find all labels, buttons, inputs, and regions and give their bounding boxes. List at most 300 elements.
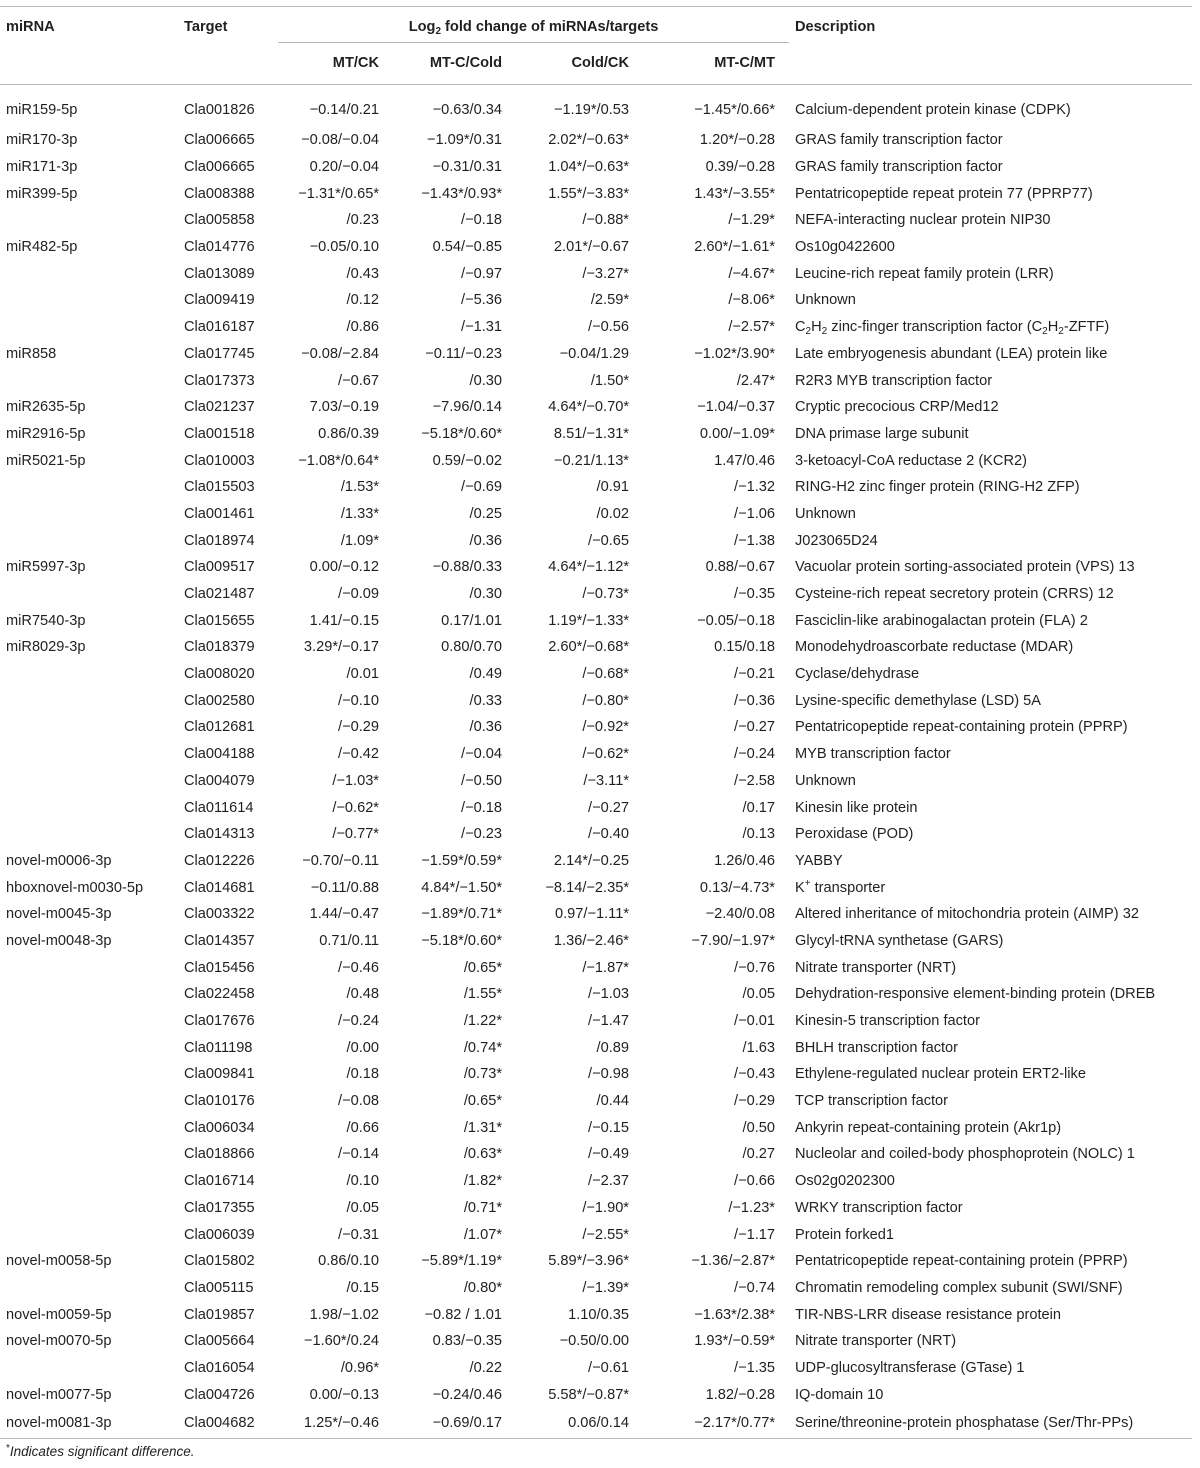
table-row (0, 1061, 1192, 1088)
cell-cold-ck: /−2.55* (582, 1226, 629, 1243)
cell-mtc-cold: /−0.18 (461, 212, 502, 229)
table-row (0, 85, 1192, 128)
cell-mirna (0, 768, 178, 795)
cell-target: Cla014313 (184, 826, 255, 843)
table-row (0, 794, 1192, 821)
cell-target: Cla011614 (184, 799, 254, 816)
cell-mt-ck: 0.20/−0.04 (309, 159, 379, 176)
table-row (0, 1008, 1192, 1035)
cell-cold-ck: /−0.65 (588, 532, 629, 549)
cell-mt-ck: −0.70/−0.11 (302, 852, 379, 869)
cell-mirna (0, 1034, 178, 1061)
cell-mirna (0, 1061, 178, 1088)
cell-mirna: miR858 (6, 345, 57, 362)
cell-mirna (0, 367, 178, 394)
cell-mt-ck: /0.23 (346, 212, 379, 229)
cell-cold-ck: 4.64*/−0.70* (548, 399, 629, 416)
table-header (0, 7, 1192, 85)
cell-description: $C_2H_2$ zinc-finger transcription factor $(C_2H_2-ZFTF)$ (795, 319, 1110, 338)
cell-description: Nucleolar and coiled-body phosphoprotein (NOLC) 1 (795, 1146, 1135, 1163)
cell-cold-ck: /−2.37 (588, 1173, 629, 1190)
cell-mt-ck: /0.66 (346, 1119, 379, 1136)
cell-description: Ankyrin repeat-containing protein (Akr1p) (795, 1119, 1062, 1136)
cell-mt-ck: /−0.77* (332, 826, 379, 843)
cell-mirna (0, 714, 178, 741)
cell-mirna (0, 474, 178, 501)
cell-mtc-mt: /−1.38 (734, 532, 775, 549)
cell-description: Pentatricopeptide repeat protein 77 (PPRP77) (795, 185, 1093, 202)
cell-mirna: miR170-3p (6, 132, 78, 149)
header-mirna: miRNA (6, 19, 55, 35)
cell-cold-ck: 0.97/−1.11* (555, 906, 629, 923)
cell-mt-ck: /0.01 (346, 666, 379, 683)
cell-mt-ck: /−0.42 (338, 746, 379, 763)
cell-description: Altered inheritance of mitochondria protein (AIMP) 32 (795, 906, 1139, 923)
table-row (0, 661, 1192, 688)
table-row (0, 474, 1192, 501)
cell-description: YABBY (795, 852, 843, 869)
cell-mtc-mt: /−2.57* (728, 319, 775, 336)
cell-cold-ck: /0.89 (596, 1039, 629, 1056)
cell-description: Kinesin like protein (795, 799, 918, 816)
cell-mtc-mt: /−0.01 (734, 1013, 775, 1030)
cell-cold-ck: −1.19*/0.53 (553, 102, 629, 118)
header-blank-target (178, 43, 278, 85)
cell-mtc-mt: /−1.35 (734, 1359, 775, 1376)
cell-mt-ck: −1.60*/0.24 (303, 1333, 379, 1350)
table-row (0, 180, 1192, 207)
cell-description: UDP-glucosyltransferase (GTase) 1 (795, 1359, 1025, 1376)
cell-mtc-cold: /1.82* (463, 1173, 502, 1190)
cell-mtc-cold: /0.65* (463, 959, 502, 976)
cell-cold-ck: 1.36/−2.46* (553, 932, 629, 949)
cell-mtc-mt: /−0.21 (734, 666, 775, 683)
cell-mtc-mt: /−8.06* (728, 292, 775, 309)
header-blank-mirna (0, 43, 178, 85)
cell-mtc-mt: 2.60*/−1.61* (694, 239, 775, 256)
cell-mt-ck: 1.98/−1.02 (309, 1306, 379, 1323)
cell-mtc-mt: 0.39/−0.28 (705, 159, 775, 176)
cell-mirna: novel-m0045-3p (6, 906, 112, 923)
cell-description: Pentatricopeptide repeat-containing protein (PPRP) (795, 719, 1128, 736)
cell-description: Nitrate transporter (NRT) (795, 959, 957, 976)
cell-cold-ck: /−0.56 (588, 319, 629, 336)
cell-mtc-mt: /−0.35 (734, 586, 775, 603)
cell-cold-ck: /−0.73* (582, 586, 629, 603)
table-row (0, 1275, 1192, 1302)
cell-mtc-cold: 0.17/1.01 (441, 612, 502, 629)
cell-mtc-cold: /0.33 (469, 692, 502, 709)
cell-mtc-cold: /1.31* (463, 1119, 502, 1136)
cell-cold-ck: −0.04/1.29 (559, 345, 629, 362)
table-row (0, 447, 1192, 474)
cell-mtc-cold: /1.55* (463, 986, 502, 1003)
fold-change-table (0, 6, 1192, 1439)
cell-description: R2R3 MYB transcription factor (795, 372, 993, 389)
cell-description: Pentatricopeptide repeat-containing protein (PPRP) (795, 1253, 1128, 1270)
cell-cold-ck: /0.02 (596, 505, 629, 522)
cell-description: BHLH transcription factor (795, 1039, 959, 1056)
table-row (0, 1195, 1192, 1222)
cell-description: Serine/threonine-protein phosphatase (Ser/Thr-PPs) (789, 1408, 1192, 1439)
table-row (0, 901, 1192, 928)
cell-cold-ck: /−0.61 (588, 1359, 629, 1376)
cell-mirna: novel-m0077-5p (6, 1386, 112, 1403)
cell-mirna (0, 1141, 178, 1168)
table-row (0, 314, 1192, 341)
cell-description: Chromatin remodeling complex subunit (SWI/SNF) (795, 1279, 1123, 1296)
cell-mtc-mt: /−1.29* (728, 212, 775, 229)
cell-description: Cryptic precocious CRP/Med12 (795, 399, 999, 416)
cell-mtc-cold: /−1.31 (461, 319, 502, 336)
table-row (0, 1355, 1192, 1382)
cell-mtc-cold: /0.71* (463, 1199, 502, 1216)
cell-mtc-mt: /−0.24 (734, 746, 775, 763)
cell-mirna: novel-m0058-5p (6, 1253, 112, 1270)
cell-description: NEFA-interacting nuclear protein NIP30 (795, 212, 1051, 229)
cell-target: Cla013089 (184, 265, 255, 282)
cell-mirna (0, 687, 178, 714)
cell-cold-ck: −0.21/1.13* (553, 452, 629, 469)
cell-mtc-mt: /0.27 (742, 1146, 775, 1163)
cell-cold-ck: −8.14/−2.35* (545, 879, 629, 896)
cell-mirna (0, 741, 178, 768)
cell-target: Cla019857 (184, 1306, 255, 1323)
cell-mirna: novel-m0059-5p (6, 1306, 112, 1323)
cell-target: Cla017676 (184, 1013, 255, 1030)
cell-cold-ck: 1.19*/−1.33* (548, 612, 629, 629)
cell-mirna (0, 1114, 178, 1141)
cell-target: Cla017745 (184, 345, 255, 362)
cell-mirna (0, 1221, 178, 1248)
cell-target: Cla016054 (184, 1359, 255, 1376)
header-mtc-cold: MT-C/Cold (393, 43, 516, 85)
cell-mirna: miR2635-5p (6, 399, 86, 416)
cell-mirna: miR5021-5p (6, 452, 86, 469)
cell-target: Cla021487 (184, 586, 255, 603)
cell-cold-ck: /−0.62* (582, 746, 629, 763)
cell-target: Cla001461 (184, 505, 255, 522)
cell-mirna (0, 1355, 178, 1382)
cell-cold-ck: /0.44 (596, 1093, 629, 1110)
cell-mt-ck: −0.05/0.10 (309, 239, 379, 256)
cell-mtc-cold: −0.82 / 1.01 (424, 1306, 502, 1323)
cell-mt-ck: /−0.46 (338, 959, 379, 976)
cell-mtc-mt: /−0.76 (734, 959, 775, 976)
cell-target: Cla006665 (184, 132, 255, 149)
cell-mtc-cold: −0.88/0.33 (432, 559, 502, 576)
footnote-text: Indicates significant difference. (9, 1444, 195, 1459)
table-row (0, 741, 1192, 768)
cell-mirna (0, 314, 178, 341)
cell-mtc-cold: /1.22* (463, 1013, 502, 1030)
cell-mtc-cold: /−0.50 (461, 772, 502, 789)
cell-cold-ck: 5.89*/−3.96* (548, 1253, 629, 1270)
cell-mirna (0, 287, 178, 314)
cell-mirna (0, 1008, 178, 1035)
cell-mt-ck: /−0.31 (338, 1226, 379, 1243)
table-row (0, 874, 1192, 901)
cell-mirna: miR8029-3p (6, 639, 86, 656)
cell-cold-ck: /−3.27* (582, 265, 629, 282)
cell-mt-ck: /−0.14 (338, 1146, 379, 1163)
header-log2-fold-change (278, 7, 789, 43)
header-group-sub: 2 (435, 26, 441, 37)
cell-description: RING-H2 zinc finger protein (RING-H2 ZFP) (795, 479, 1080, 496)
table-row (0, 1141, 1192, 1168)
cell-mirna: novel-m0081-3p (0, 1408, 178, 1439)
cell-cold-ck: 4.64*/−1.12* (548, 559, 629, 576)
cell-mt-ck: /1.33* (340, 505, 379, 522)
cell-description: J023065D24 (795, 532, 878, 549)
table-row (0, 367, 1192, 394)
table-row (0, 1381, 1192, 1408)
table-row (0, 1221, 1192, 1248)
cell-mtc-cold: −1.89*/0.71* (421, 906, 502, 923)
cell-target: Cla016714 (184, 1173, 255, 1190)
cell-description: GRAS family transcription factor (795, 132, 1003, 149)
table-row (0, 127, 1192, 154)
cell-mirna (0, 581, 178, 608)
footnote (6, 1443, 195, 1459)
header-mtc-mt: MT-C/MT (643, 43, 789, 85)
cell-target: Cla009517 (184, 559, 255, 576)
cell-description: Nitrate transporter (NRT) (795, 1333, 957, 1350)
cell-mt-ck: /1.53* (340, 479, 379, 496)
table-row (0, 154, 1192, 181)
cell-target: Cla009419 (184, 292, 255, 309)
table-row (0, 821, 1192, 848)
cell-mirna: miR7540-3p (6, 612, 86, 629)
cell-target: Cla008388 (184, 185, 255, 202)
cell-mtc-mt: 1.82/−0.28 (705, 1386, 775, 1403)
cell-cold-ck: /−0.98 (588, 1066, 629, 1083)
cell-mtc-mt: /2.47* (736, 372, 775, 389)
table-row (0, 634, 1192, 661)
cell-description: Unknown (795, 292, 856, 309)
cell-cold-ck: /0.91 (596, 479, 629, 496)
cell-mtc-cold: /0.74* (463, 1039, 502, 1056)
table-row (0, 768, 1192, 795)
cell-target: Cla003322 (184, 906, 255, 923)
table-row (0, 954, 1192, 981)
cell-mirna: novel-m0048-3p (6, 932, 112, 949)
cell-description: TCP transcription factor (795, 1093, 949, 1110)
cell-target: Cla018866 (184, 1146, 255, 1163)
table-row (0, 207, 1192, 234)
table-row (0, 581, 1192, 608)
cell-target: Cla006039 (184, 1226, 255, 1243)
cell-mtc-cold: −5.18*/0.60* (421, 425, 502, 442)
cell-mt-ck: /0.96* (340, 1359, 379, 1376)
cell-mtc-cold: /0.30 (469, 372, 502, 389)
cell-mtc-mt: −2.40/0.08 (705, 906, 775, 923)
cell-mt-ck: /0.48 (346, 986, 379, 1003)
cell-mirna (0, 260, 178, 287)
cell-target: Cla022458 (184, 986, 255, 1003)
cell-mtc-cold: /−0.97 (461, 265, 502, 282)
cell-cold-ck: /−0.40 (588, 826, 629, 843)
cell-cold-ck: /−0.92* (582, 719, 629, 736)
cell-cold-ck: 5.58*/−0.87* (548, 1386, 629, 1403)
cell-mtc-cold: /0.25 (469, 505, 502, 522)
cell-mtc-mt: /−1.06 (734, 505, 775, 522)
cell-mtc-mt: 1.47/0.46 (714, 452, 775, 469)
cell-description: MYB transcription factor (795, 746, 951, 763)
cell-target: Cla011198 (184, 1039, 253, 1056)
cell-target: Cla015456 (184, 959, 255, 976)
cell-description: Fasciclin-like arabinogalactan protein (FLA) 2 (795, 612, 1088, 629)
cell-mtc-cold: /0.30 (469, 586, 502, 603)
cell-mt-ck: /−0.24 (338, 1013, 379, 1030)
table-row (0, 928, 1192, 955)
cell-cold-ck: /−0.80* (582, 692, 629, 709)
table-row (0, 1114, 1192, 1141)
cell-mtc-cold: /0.63* (463, 1146, 502, 1163)
cell-mt-ck: 1.41/−0.15 (309, 612, 379, 629)
cell-mt-ck: 0.00/−0.13 (309, 1386, 379, 1403)
cell-target: Cla016187 (184, 319, 255, 336)
cell-mt-ck: 3.29*/−0.17 (303, 639, 379, 656)
cell-target: Cla004079 (184, 772, 255, 789)
table-row (0, 527, 1192, 554)
cell-mtc-mt: −1.04/−0.37 (697, 399, 775, 416)
cell-mtc-cold: /0.80* (463, 1279, 502, 1296)
cell-mtc-cold: −0.31/0.31 (432, 159, 502, 176)
cell-target: Cla005858 (184, 212, 255, 229)
cell-target: Cla012226 (184, 852, 255, 869)
cell-cold-ck: 2.60*/−0.68* (548, 639, 629, 656)
cell-cold-ck: 1.55*/−3.83* (548, 185, 629, 202)
cell-mtc-cold: 0.54/−0.85 (432, 239, 502, 256)
header-blank-description (789, 43, 1192, 85)
cell-mirna (0, 981, 178, 1008)
cell-mt-ck: /0.18 (346, 1066, 379, 1083)
cell-description: Cyclase/dehydrase (795, 666, 920, 683)
cell-cold-ck: /−1.03 (588, 986, 629, 1003)
table-row (0, 501, 1192, 528)
cell-mt-ck: 0.00/−0.12 (309, 559, 379, 576)
cell-description: GRAS family transcription factor (795, 159, 1003, 176)
table-row (0, 341, 1192, 368)
cell-cold-ck: 0.06/0.14 (516, 1408, 643, 1439)
cell-mirna (0, 1275, 178, 1302)
cell-mirna (0, 501, 178, 528)
cell-mt-ck: /0.15 (346, 1279, 379, 1296)
cell-description: Leucine-rich repeat family protein (LRR) (795, 265, 1054, 282)
cell-mt-ck: /1.09* (340, 532, 379, 549)
cell-target: Cla014681 (184, 879, 255, 896)
cell-cold-ck: /−1.47 (588, 1013, 629, 1030)
cell-mtc-mt: −1.36/−2.87* (691, 1253, 775, 1270)
cell-mtc-mt: /−0.66 (734, 1173, 775, 1190)
table-row (0, 287, 1192, 314)
cell-mtc-mt: /−1.17 (734, 1226, 775, 1243)
cell-mtc-mt: /0.17 (742, 799, 775, 816)
cell-mtc-mt: /−0.36 (734, 692, 775, 709)
table-row (0, 848, 1192, 875)
cell-cold-ck: /−0.27 (588, 799, 629, 816)
cell-mtc-cold: /0.36 (469, 719, 502, 736)
cell-mirna: miR171-3p (6, 159, 78, 176)
cell-mtc-mt: −0.05/−0.18 (697, 612, 775, 629)
cell-mirna: novel-m0006-3p (6, 852, 112, 869)
cell-mtc-mt: /−0.29 (734, 1093, 775, 1110)
table-row (0, 1248, 1192, 1275)
cell-mtc-mt: 0.00/−1.09* (699, 425, 775, 442)
cell-target: Cla018379 (184, 639, 255, 656)
cell-target: Cla001518 (184, 425, 255, 442)
table-row (0, 1168, 1192, 1195)
header-mt-ck: MT/CK (278, 43, 393, 85)
cell-mt-ck: /0.12 (346, 292, 379, 309)
cell-description: Vacuolar protein sorting-associated protein (VPS) 13 (795, 559, 1135, 576)
cell-mtc-cold: −0.63/0.34 (432, 102, 502, 118)
cell-target: Cla015655 (184, 612, 255, 629)
cell-mirna (0, 527, 178, 554)
cell-mirna (0, 954, 178, 981)
cell-target: Cla014776 (184, 239, 255, 256)
cell-mt-ck: −0.14/0.21 (309, 102, 379, 118)
cell-mt-ck: /0.00 (346, 1039, 379, 1056)
cell-mtc-cold: /−0.23 (461, 826, 502, 843)
cell-mtc-mt: −1.02*/3.90* (694, 345, 775, 362)
cell-target: Cla005115 (184, 1279, 254, 1296)
cell-mt-ck: /0.10 (346, 1173, 379, 1190)
cell-mtc-cold: /−5.36 (461, 292, 502, 309)
cell-mirna: miR399-5p (6, 185, 78, 202)
cell-mtc-mt: /0.13 (742, 826, 775, 843)
table-row (0, 260, 1192, 287)
cell-description: K+ transporter (795, 877, 886, 896)
cell-mt-ck: /−0.67 (338, 372, 379, 389)
cell-description: Calcium-dependent protein kinase (CDPK) (795, 102, 1071, 118)
cell-mt-ck: /−0.29 (338, 719, 379, 736)
table-row (0, 607, 1192, 634)
cell-mtc-mt: 0.15/0.18 (714, 639, 775, 656)
cell-cold-ck: /1.50* (590, 372, 629, 389)
cell-target: Cla015503 (184, 479, 255, 496)
table-row (0, 1328, 1192, 1355)
cell-mtc-cold: /−0.04 (461, 746, 502, 763)
cell-mtc-mt: /−0.43 (734, 1066, 775, 1083)
cell-mt-ck: 0.71/0.11 (319, 932, 379, 949)
cell-mtc-cold: /−0.69 (461, 479, 502, 496)
cell-mtc-mt: /1.63 (742, 1039, 775, 1056)
cell-cold-ck: 1.04*/−0.63* (548, 159, 629, 176)
cell-mirna (0, 1088, 178, 1115)
cell-target: Cla009841 (184, 1066, 255, 1083)
table-row (0, 1408, 1192, 1439)
cell-mt-ck: −0.08/−2.84 (301, 345, 379, 362)
cell-mtc-cold: −0.24/0.46 (432, 1386, 502, 1403)
cell-mt-ck: /−1.03* (332, 772, 379, 789)
cell-mtc-cold: 4.84*/−1.50* (421, 879, 502, 896)
cell-mt-ck: −0.08/−0.04 (301, 132, 379, 149)
cell-description: Ethylene-regulated nuclear protein ERT2-like (795, 1066, 1086, 1083)
cell-mtc-cold: /1.07* (463, 1226, 502, 1243)
cell-cold-ck: 2.02*/−0.63* (548, 132, 629, 149)
cell-description: Kinesin-5 transcription factor (795, 1013, 980, 1030)
cell-target: Cla006034 (184, 1119, 255, 1136)
cell-mtc-mt: 1.43*/−3.55* (694, 185, 775, 202)
table-row (0, 1301, 1192, 1328)
cell-mtc-cold: 0.80/0.70 (441, 639, 502, 656)
cell-mt-ck: −1.08*/0.64* (298, 452, 379, 469)
cell-mirna: novel-m0070-5p (6, 1333, 112, 1350)
table-row (0, 554, 1192, 581)
cell-mtc-cold: /0.73* (463, 1066, 502, 1083)
